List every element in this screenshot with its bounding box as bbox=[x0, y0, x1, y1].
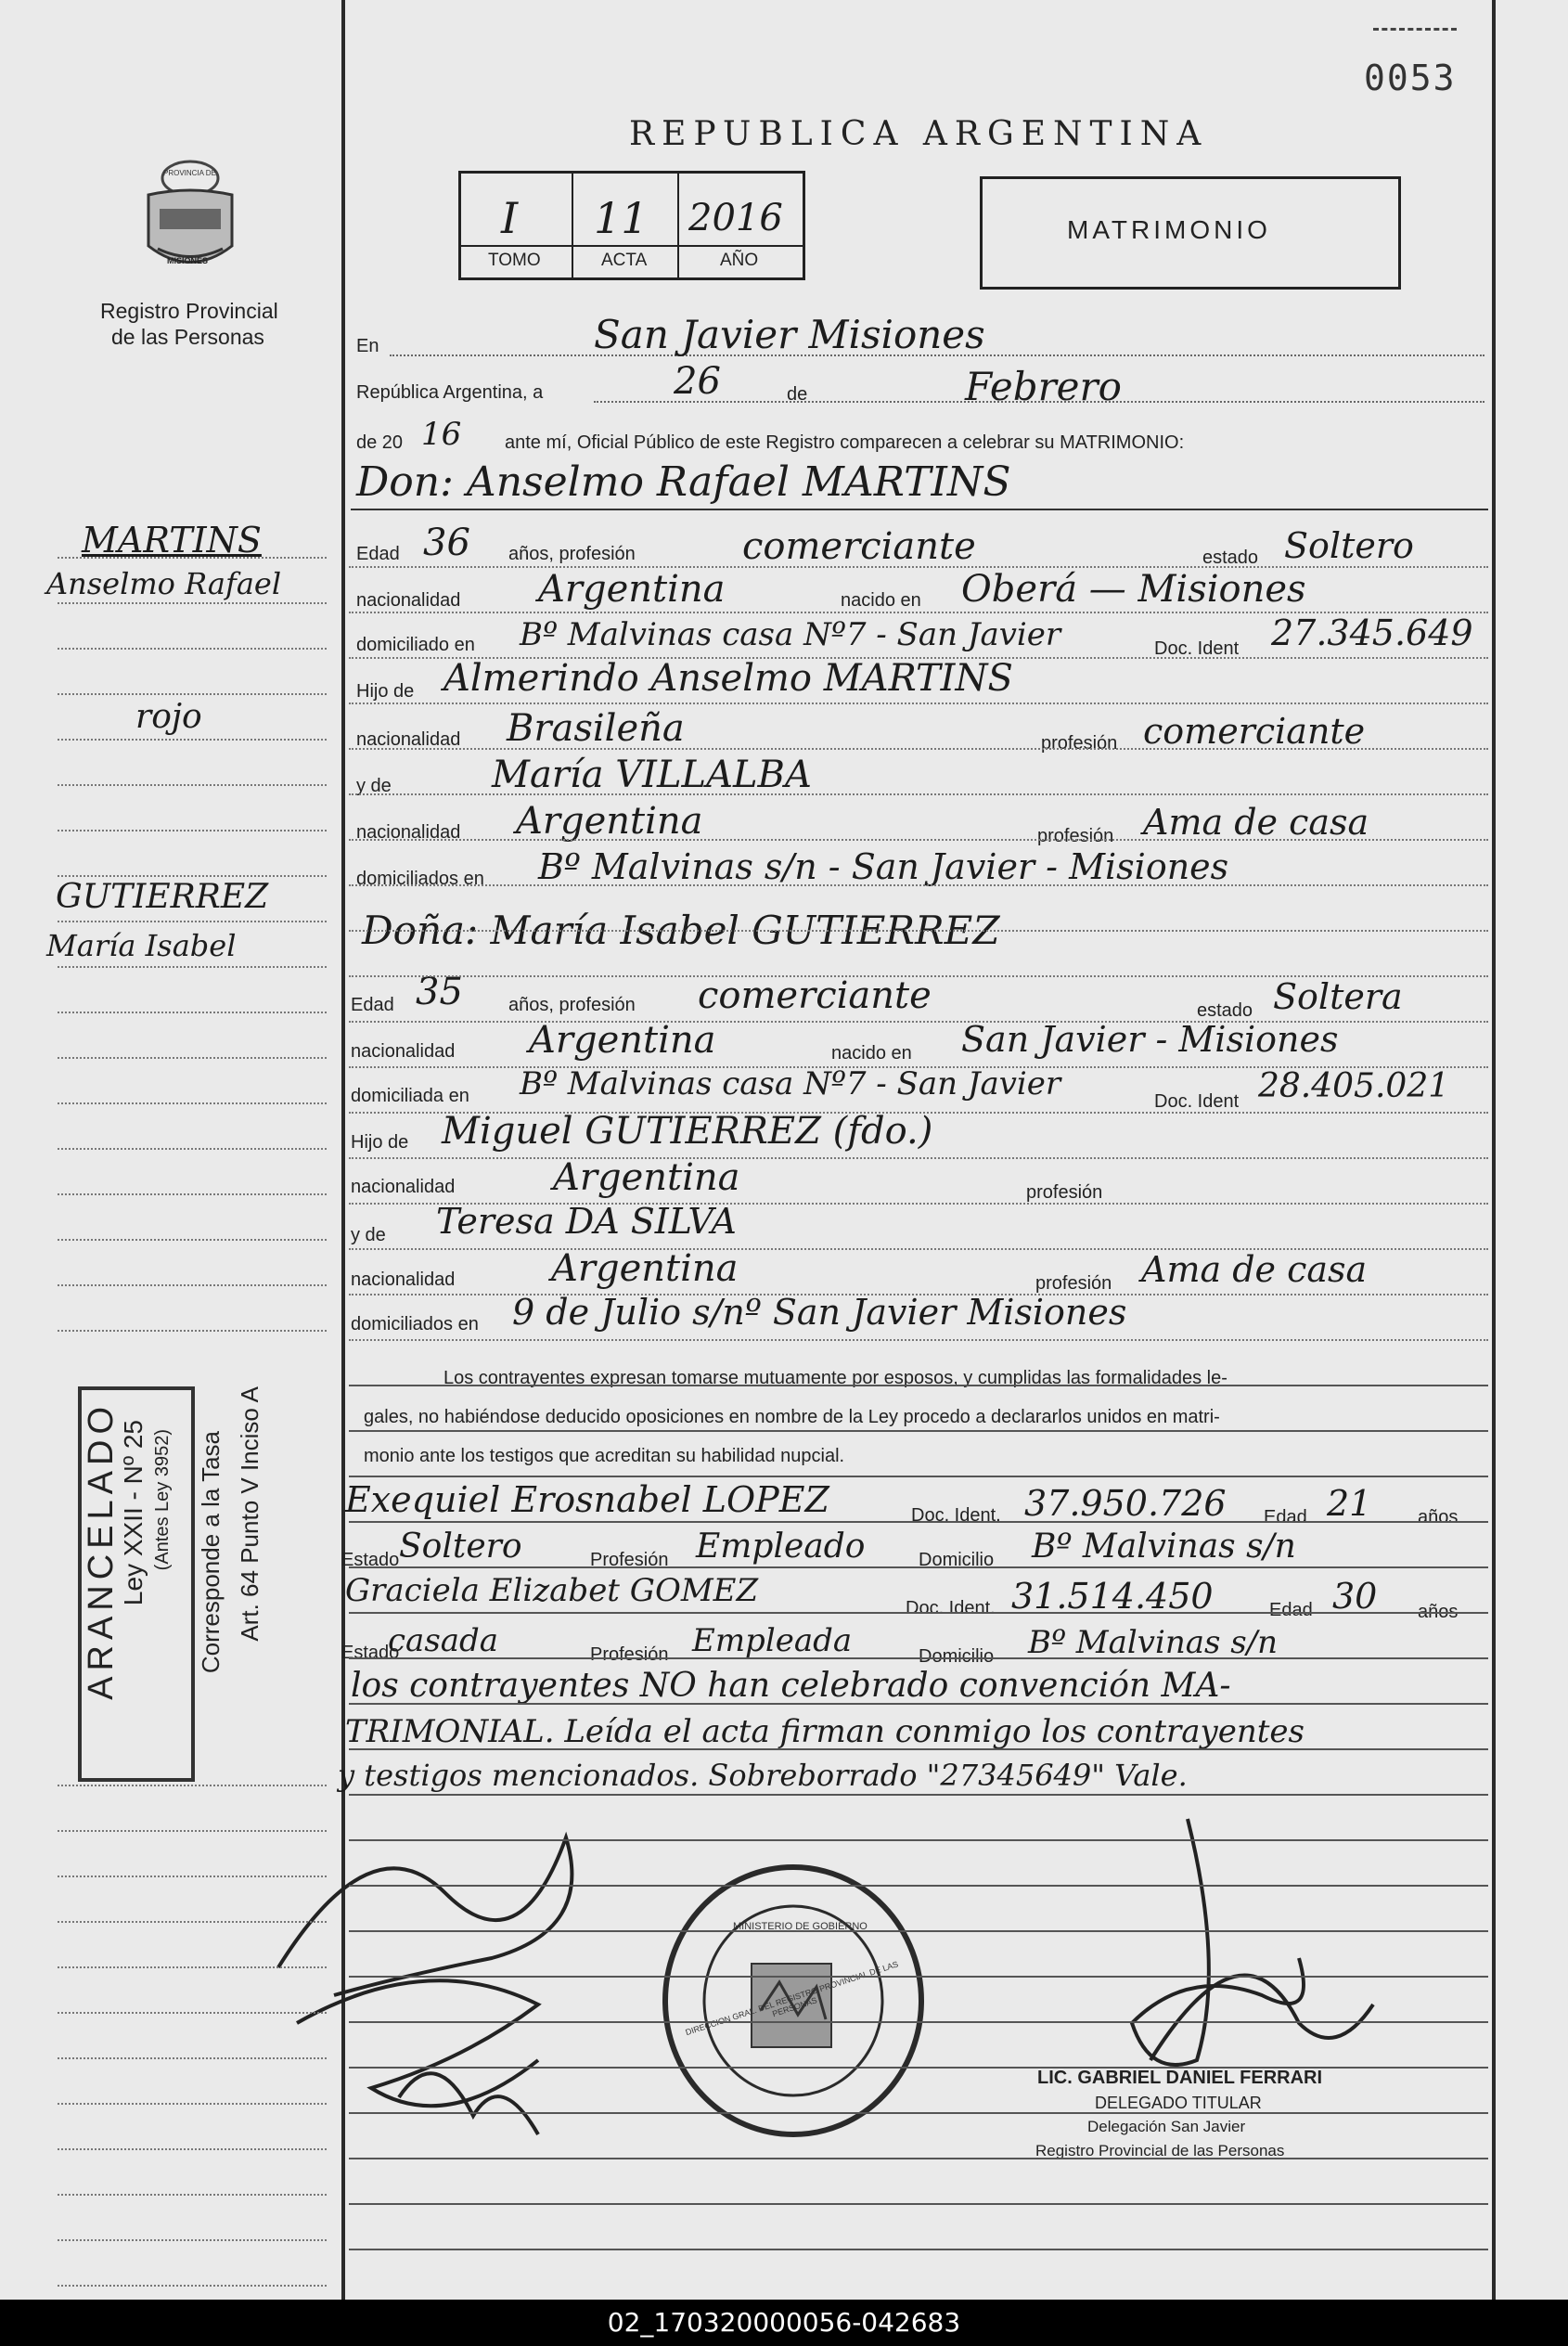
arancelado-ley: Ley XXII - Nº 25 bbox=[119, 1420, 148, 1606]
crest-bottom-text: MISIONES bbox=[167, 256, 209, 265]
scan-footer-id: 02_170320000056-042683 bbox=[0, 2300, 1568, 2346]
label-yde-groom: y de bbox=[356, 776, 392, 796]
closing-line3: y testigos mencionados. Sobreborrado "27345649" Vale. bbox=[338, 1758, 1188, 1793]
officer-title: DELEGADO TITULAR bbox=[1095, 2094, 1262, 2112]
margin-bride-names: María Isabel bbox=[46, 928, 237, 963]
label-edad-w1: Edad bbox=[1264, 1507, 1307, 1527]
closing-line2: TRIMONIAL. Leída el acta firman conmigo los contrayentes bbox=[345, 1713, 1305, 1750]
label-nacionalidad-gmother: nacionalidad bbox=[356, 822, 461, 843]
top-dash-mark bbox=[1373, 28, 1457, 31]
label-nacionalidad-bmother: nacionalidad bbox=[351, 1270, 456, 1290]
label-nacionalidad-groom: nacionalidad bbox=[356, 590, 461, 611]
bride-born: San Javier - Misiones bbox=[961, 1019, 1339, 1060]
form-ruled-line bbox=[349, 930, 1488, 932]
bride-nationality: Argentina bbox=[529, 1019, 716, 1062]
arancelado-antes: (Antes Ley 3952) bbox=[152, 1429, 173, 1571]
form-ruled-line bbox=[349, 1976, 1488, 1978]
label-profesion-bfather: profesión bbox=[1026, 1182, 1103, 1203]
label-anios-profesion-bride: años, profesión bbox=[508, 995, 636, 1015]
crest-top-text: PROVINCIA DE bbox=[163, 169, 216, 177]
form-ruled-line bbox=[349, 2249, 1488, 2250]
label-yde-bride: y de bbox=[351, 1225, 386, 1245]
seal-inner-text: MINISTERIO DE GOBIERNO bbox=[733, 1921, 868, 1932]
form-ruled-line bbox=[349, 1748, 1488, 1750]
groom-mother-profession: Ama de casa bbox=[1143, 802, 1369, 843]
form-ruled-line bbox=[349, 612, 1488, 613]
arancelado-corresponde: Corresponde a la Tasa bbox=[197, 1431, 225, 1674]
label-nacido-bride: nacido en bbox=[831, 1043, 912, 1063]
margin-dotted-line bbox=[58, 1012, 327, 1013]
form-ruled-line bbox=[349, 1203, 1488, 1205]
form-ruled-line bbox=[349, 657, 1488, 659]
place-value: San Javier Misiones bbox=[594, 312, 985, 357]
groom-doc: 27.345.649 bbox=[1271, 612, 1473, 653]
bride-parents-address: 9 de Julio s/nº San Javier Misiones bbox=[512, 1292, 1127, 1333]
form-ruled-line bbox=[349, 2067, 1488, 2069]
form-ruled-line bbox=[349, 1157, 1488, 1159]
witness1-doc: 37.950.726 bbox=[1024, 1483, 1227, 1524]
acta-value: 11 bbox=[594, 193, 649, 243]
groom-header: Don: Anselmo Rafael MARTINS bbox=[356, 458, 1011, 506]
bride-father: Miguel GUTIERREZ (fdo.) bbox=[442, 1110, 933, 1153]
form-ruled-line bbox=[349, 2021, 1488, 2023]
form-ruled-line bbox=[349, 1112, 1488, 1114]
form-ruled-line bbox=[349, 1885, 1488, 1887]
margin-dotted-line bbox=[58, 2012, 327, 2014]
margin-dotted-line bbox=[58, 1239, 327, 1241]
form-ruled-line bbox=[349, 1066, 1488, 1068]
groom-born: Oberá — Misiones bbox=[961, 568, 1306, 611]
form-ruled-line bbox=[349, 1248, 1488, 1250]
groom-profession: comerciante bbox=[742, 525, 976, 568]
record-box-divider-h bbox=[461, 245, 803, 247]
form-ruled-line bbox=[349, 1521, 1488, 1523]
label-domiciliado-groom: domiciliado en bbox=[356, 635, 475, 655]
label-edad-bride: Edad bbox=[351, 995, 394, 1015]
groom-father-nationality: Brasileña bbox=[507, 707, 685, 750]
document-number: 0053 bbox=[1364, 58, 1457, 98]
label-doc-bride: Doc. Ident bbox=[1154, 1091, 1240, 1112]
margin-dotted-line bbox=[58, 1876, 327, 1877]
label-profesion-w1: Profesión bbox=[590, 1550, 669, 1570]
label-domicilio-w2: Domicilio bbox=[919, 1646, 995, 1667]
margin-dotted-line bbox=[58, 2057, 327, 2059]
groom-age: 36 bbox=[423, 522, 470, 564]
label-edad-w2: Edad bbox=[1269, 1600, 1313, 1620]
form-ruled-line bbox=[349, 2112, 1488, 2114]
label-nacionalidad-bfather: nacionalidad bbox=[351, 1177, 456, 1197]
officer-name: LIC. GABRIEL DANIEL FERRARI bbox=[1037, 2068, 1323, 2088]
legal-text-line3: monio ante los testigos que acreditan su habilidad nupcial. bbox=[364, 1446, 845, 1466]
bride-mother: Teresa DA SILVA bbox=[436, 1201, 737, 1242]
registry-name-line2: de las Personas bbox=[111, 325, 264, 349]
margin-dotted-line bbox=[58, 2148, 327, 2150]
margin-dotted-line bbox=[58, 1193, 327, 1195]
form-ruled-line bbox=[349, 1339, 1488, 1341]
label-doc-groom: Doc. Ident bbox=[1154, 638, 1240, 659]
record-box-divider-2 bbox=[677, 174, 679, 277]
label-doc-w1: Doc. Ident. bbox=[911, 1505, 1001, 1526]
bride-father-nationality-mark: Argentina bbox=[553, 1156, 740, 1199]
label-anios-profesion-groom: años, profesión bbox=[508, 544, 636, 564]
margin-dotted-line bbox=[58, 1284, 327, 1286]
bride-mother-profession: Ama de casa bbox=[1141, 1249, 1368, 1290]
form-ruled-line bbox=[349, 748, 1488, 750]
label-estado-groom: estado bbox=[1202, 548, 1259, 568]
witness2-address: Bº Malvinas s/n bbox=[1028, 1624, 1279, 1661]
label-domiciliada-bride: domiciliada en bbox=[351, 1086, 469, 1106]
label-de-20: de 20 bbox=[356, 432, 404, 453]
margin-groom-surname: MARTINS bbox=[82, 520, 262, 561]
tomo-label: TOMO bbox=[488, 251, 541, 270]
label-domiciliados-groom: domiciliados en bbox=[356, 869, 484, 889]
country-title: REPUBLICA ARGENTINA bbox=[629, 115, 1209, 153]
registry-name-line1: Registro Provincial bbox=[100, 299, 278, 323]
right-border-line bbox=[1492, 0, 1496, 2300]
margin-dotted-line bbox=[58, 921, 327, 922]
label-anios-w2: años bbox=[1418, 1602, 1459, 1622]
margin-rojo: rojo bbox=[135, 698, 202, 736]
form-ruled-line bbox=[349, 839, 1488, 841]
form-ruled-line bbox=[349, 566, 1488, 568]
margin-dotted-line bbox=[58, 1330, 327, 1332]
margin-dotted-line bbox=[58, 1921, 327, 1923]
margin-dotted-line bbox=[58, 602, 327, 604]
margin-dotted-line bbox=[58, 2239, 327, 2241]
day-value: 26 bbox=[674, 360, 721, 403]
label-estado-w1: Estado bbox=[341, 1550, 400, 1570]
form-ruled-line bbox=[349, 1430, 1488, 1432]
margin-dotted-line bbox=[58, 2194, 327, 2196]
form-ruled-line bbox=[349, 1476, 1488, 1477]
form-ruled-line bbox=[349, 1385, 1488, 1386]
label-profesion-gfather: profesión bbox=[1041, 733, 1118, 754]
officer-office: Delegación San Javier bbox=[1087, 2118, 1246, 2135]
margin-dotted-line bbox=[58, 1785, 327, 1786]
margin-dotted-line bbox=[58, 966, 327, 968]
margin-dotted-line bbox=[58, 2285, 327, 2287]
label-en: En bbox=[356, 336, 379, 356]
groom-address: Bº Malvinas casa Nº7 - San Javier bbox=[520, 616, 1061, 653]
form-ruled-line bbox=[349, 975, 1488, 977]
label-ante: ante mí, Oficial Público de este Registro comparecen a celebrar su MATRIMONIO: bbox=[505, 432, 1185, 453]
legal-text-line2: gales, no habiéndose deducido oposiciones en nombre de la Ley procedo a declararlos unidos en matri- bbox=[364, 1407, 1220, 1427]
label-nacido-groom: nacido en bbox=[841, 590, 921, 611]
label-estado-bride: estado bbox=[1197, 1000, 1253, 1021]
witness1-age: 21 bbox=[1327, 1483, 1372, 1524]
margin-dotted-line bbox=[58, 1148, 327, 1150]
witness2-state: casada bbox=[388, 1622, 499, 1659]
label-doc-w2: Doc. Ident. bbox=[906, 1598, 996, 1618]
label-domicilio-w1: Domicilio bbox=[919, 1550, 995, 1570]
label-estado-w2: Estado bbox=[341, 1643, 400, 1663]
margin-dotted-line bbox=[58, 1102, 327, 1104]
form-ruled-line bbox=[349, 1021, 1488, 1023]
margin-dotted-line bbox=[58, 1057, 327, 1059]
bride-state: Soltera bbox=[1273, 976, 1403, 1017]
arancelado-art: Art. 64 Punto V Inciso A bbox=[236, 1386, 263, 1642]
label-anios-w1: años bbox=[1418, 1507, 1459, 1527]
officer-registry: Registro Provincial de las Personas bbox=[1035, 2142, 1285, 2159]
margin-bride-surname: GUTIERREZ bbox=[56, 878, 269, 916]
form-ruled-line bbox=[349, 1839, 1488, 1841]
label-de: de bbox=[787, 384, 808, 405]
groom-father: Almerindo Anselmo MARTINS bbox=[443, 657, 1013, 700]
margin-dotted-line bbox=[58, 648, 327, 650]
seal-outer-text: DIRECCION GRAL. DEL REGISTRO PROVINCIAL DE LAS PERSONAS bbox=[684, 1959, 900, 2038]
label-profesion-w2: Profesión bbox=[590, 1644, 669, 1665]
margin-dotted-line bbox=[58, 693, 327, 695]
label-nacionalidad-gfather: nacionalidad bbox=[356, 729, 461, 750]
form-ruled-line bbox=[349, 1703, 1488, 1705]
groom-mother: María VILLALBA bbox=[492, 754, 812, 796]
month-value: Febrero bbox=[965, 364, 1122, 409]
bride-age: 35 bbox=[416, 971, 463, 1013]
label-hijo-bride: Hijo de bbox=[351, 1132, 409, 1153]
bride-mother-nationality: Argentina bbox=[551, 1247, 739, 1290]
groom-mother-nationality: Argentina bbox=[516, 800, 703, 843]
anio-value: 2016 bbox=[688, 197, 783, 239]
bride-header: Doña: María Isabel GUTIERREZ bbox=[362, 908, 1000, 953]
margin-dotted-line bbox=[58, 784, 327, 786]
margin-dotted-line bbox=[58, 739, 327, 741]
record-box-divider-1 bbox=[572, 174, 573, 277]
label-profesion-gmother: profesión bbox=[1037, 826, 1114, 846]
label-nacionalidad-bride: nacionalidad bbox=[351, 1041, 456, 1062]
label-republica: República Argentina, a bbox=[356, 382, 544, 403]
witness2-profession: Empleada bbox=[692, 1622, 853, 1659]
bride-doc: 28.405.021 bbox=[1258, 1067, 1450, 1105]
groom-father-profession: comerciante bbox=[1143, 711, 1366, 752]
year-suffix-value: 16 bbox=[421, 416, 462, 453]
label-hijo-groom: Hijo de bbox=[356, 681, 415, 702]
witness1-state: Soltero bbox=[399, 1527, 522, 1566]
witness1-name: Exequiel Erosnabel LOPEZ bbox=[345, 1479, 829, 1520]
margin-dotted-line bbox=[58, 1830, 327, 1832]
closing-line1: los contrayentes NO han celebrado convención MA- bbox=[351, 1667, 1231, 1705]
witness2-age: 30 bbox=[1332, 1576, 1378, 1617]
form-ruled-line bbox=[349, 1930, 1488, 1932]
margin-dotted-line bbox=[58, 830, 327, 831]
label-edad-groom: Edad bbox=[356, 544, 400, 564]
margin-dotted-line bbox=[58, 1966, 327, 1968]
acta-label: ACTA bbox=[601, 251, 648, 270]
groom-parents-address: Bº Malvinas s/n - San Javier - Misiones bbox=[538, 846, 1229, 887]
margin-groom-names: Anselmo Rafael bbox=[46, 566, 282, 601]
witness1-profession: Empleado bbox=[696, 1527, 866, 1566]
form-ruled-line bbox=[349, 703, 1488, 704]
form-ruled-line bbox=[349, 1794, 1488, 1796]
bride-address: Bº Malvinas casa Nº7 - San Javier bbox=[520, 1065, 1061, 1102]
legal-text-line1: Los contrayentes expresan tomarse mutuamente por esposos, y cumplidas las formalidades le- bbox=[443, 1368, 1227, 1388]
margin-dotted-line bbox=[58, 557, 327, 559]
witness2-name: Graciela Elizabet GOMEZ bbox=[345, 1572, 759, 1609]
label-domiciliados-bride: domiciliados en bbox=[351, 1314, 479, 1334]
witness2-doc: 31.514.450 bbox=[1011, 1576, 1214, 1617]
arancelado-title: ARANCELADO bbox=[82, 1401, 121, 1700]
form-ruled-line bbox=[349, 1657, 1488, 1659]
form-ruled-line bbox=[349, 884, 1488, 886]
groom-state: Soltero bbox=[1284, 525, 1414, 566]
tomo-value: I bbox=[501, 193, 519, 243]
form-ruled-line bbox=[349, 793, 1488, 795]
form-ruled-line bbox=[349, 1612, 1488, 1614]
margin-dotted-line bbox=[58, 2103, 327, 2105]
form-ruled-line bbox=[349, 2158, 1488, 2159]
margin-dotted-line bbox=[58, 875, 327, 877]
form-ruled-line bbox=[349, 1294, 1488, 1295]
bride-profession: comerciante bbox=[698, 974, 932, 1017]
label-profesion-bmother: profesión bbox=[1035, 1273, 1112, 1294]
form-ruled-line bbox=[349, 2203, 1488, 2205]
groom-nationality: Argentina bbox=[538, 568, 726, 611]
witness1-address: Bº Malvinas s/n bbox=[1032, 1527, 1296, 1566]
anio-label: AÑO bbox=[720, 251, 759, 270]
form-ruled-line bbox=[349, 1566, 1488, 1568]
document-type: MATRIMONIO bbox=[1067, 215, 1271, 244]
